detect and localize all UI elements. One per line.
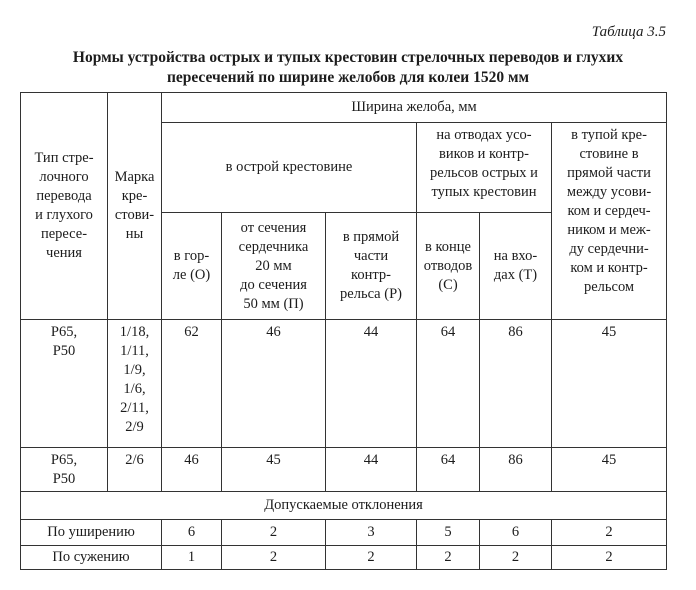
- header-section-text-line: 20 мм: [255, 257, 292, 274]
- header-branches-text-line: тупых крестовин: [431, 184, 537, 200]
- header-straight-text-line: контр-: [351, 267, 391, 283]
- header-blunt-text-line: прямой части: [567, 165, 651, 181]
- deviations-title-cell: [21, 492, 667, 520]
- row2-marks-text: [110, 451, 159, 470]
- header-blunt-cell: [552, 123, 667, 320]
- row1-throat-value: 62: [162, 320, 222, 448]
- row1-marks-cell: [108, 320, 162, 448]
- header-section-text: [224, 219, 323, 314]
- header-entry-cell: [480, 213, 552, 320]
- header-end-text-line: в конце: [425, 238, 471, 255]
- widening-value-1: 6: [162, 520, 222, 546]
- header-throat-cell: [162, 213, 222, 320]
- widening-value-2: 2: [222, 520, 326, 546]
- widening-label: По уширению: [21, 520, 162, 546]
- header-straight-text-line: в прямой: [342, 229, 400, 245]
- header-type-text-line: Тип стре-: [34, 150, 94, 166]
- row1-marks-text-line: 1/11,: [120, 343, 149, 359]
- table-row: [21, 546, 667, 570]
- header-branches-text-line: на отводах усо-: [436, 127, 532, 143]
- header-section-cell: [222, 213, 326, 320]
- row2-throat-value: 46: [162, 448, 222, 492]
- header-blunt-text-line: стовине в: [579, 146, 639, 162]
- header-type-text-line: пересе-: [40, 226, 88, 242]
- header-throat-text: [164, 247, 219, 285]
- narrowing-value-6: 2: [552, 546, 667, 570]
- header-type-text-line: чения: [46, 245, 82, 261]
- table-row: [21, 520, 667, 546]
- row1-marks-text-line: 2/11,: [120, 400, 149, 416]
- title-line-2: пересечений по ширине желобов для колеи 1520 мм: [166, 69, 530, 86]
- header-blunt-text-line: ком и контр-: [570, 260, 648, 276]
- header-mark-cell: [108, 93, 162, 320]
- row2-type-text: [23, 451, 105, 489]
- header-entry-text-line: дах (Т): [493, 267, 538, 283]
- header-blunt-text-line: ду сердечни-: [569, 241, 649, 257]
- header-branches-text: [419, 126, 549, 202]
- deviations-title: Допускаемые отклонения: [264, 497, 423, 513]
- row2-marks-cell: [108, 448, 162, 492]
- row1-marks-text-line: 2/9: [125, 419, 144, 435]
- narrowing-value-3: 2: [326, 546, 417, 570]
- header-throat-text-line: ле (О): [172, 267, 211, 283]
- header-mark-text: [110, 168, 159, 244]
- row2-type-text-line: Р65,: [50, 452, 78, 468]
- row2-straight-value: 44: [326, 448, 417, 492]
- header-width-text: Ширина желоба, мм: [351, 99, 477, 115]
- header-mark-text-line: Марка: [114, 169, 155, 185]
- header-branches-cell: [417, 123, 552, 213]
- row1-entry-value: 86: [480, 320, 552, 448]
- row1-straight-value: 44: [326, 320, 417, 448]
- header-branches-text-line: рельсов острых и: [430, 165, 538, 181]
- header-type-text-line: и глухого: [35, 207, 93, 223]
- narrowing-value-4: 2: [417, 546, 480, 570]
- widening-value-6: 2: [552, 520, 667, 546]
- header-width-cell: [162, 93, 667, 123]
- narrowing-value-5: 2: [480, 546, 552, 570]
- row2-blunt-value: 45: [552, 448, 667, 492]
- header-type-text-line: лочного: [39, 169, 89, 185]
- header-end-cell: [417, 213, 480, 320]
- row2-type-cell: [21, 448, 108, 492]
- header-end-text: [419, 238, 477, 295]
- header-end-text-line: отводов: [423, 257, 473, 274]
- widening-value-3: 3: [326, 520, 417, 546]
- row1-marks-text-line: 1/9,: [123, 362, 146, 378]
- header-type-text-line: перевода: [36, 188, 92, 204]
- header-straight-text-line: рельса (Р): [340, 286, 402, 302]
- header-blunt-text-line: ником и меж-: [567, 222, 651, 238]
- widening-value-4: 5: [417, 520, 480, 546]
- row1-end-value: 64: [417, 320, 480, 448]
- table-row: [21, 320, 667, 448]
- row1-blunt-value: 45: [552, 320, 667, 448]
- row1-type-text-line: Р65,: [50, 324, 78, 340]
- header-blunt-text-line: между усови-: [566, 184, 652, 200]
- header-sharp-cell: [162, 123, 417, 213]
- header-entry-text-line: на вхо-: [493, 248, 538, 264]
- header-section-text-line: от сечения: [240, 219, 307, 236]
- header-mark-text-line: ны: [125, 226, 144, 242]
- header-type-text: [23, 149, 105, 263]
- row2-marks-text-line: 2/6: [125, 452, 144, 468]
- header-branches-text-line: виков и контр-: [439, 146, 529, 162]
- row1-type-cell: [21, 320, 108, 448]
- header-section-text-line: до сечения: [240, 276, 307, 293]
- norms-table: [20, 92, 667, 570]
- row2-end-value: 64: [417, 448, 480, 492]
- row2-type-text-line: Р50: [52, 471, 76, 487]
- header-blunt-text-line: ком и сердеч-: [567, 203, 651, 219]
- header-mark-text-line: стови-: [114, 207, 155, 223]
- narrowing-label: По сужению: [21, 546, 162, 570]
- narrowing-value-2: 2: [222, 546, 326, 570]
- header-throat-text-line: в гор-: [173, 248, 210, 264]
- row1-marks-text-line: 1/6,: [123, 381, 146, 397]
- header-sharp-text: в острой крестовине: [225, 159, 353, 175]
- header-section-text-line: 50 мм (П): [243, 295, 304, 312]
- header-type-cell: [21, 93, 108, 320]
- header-straight-text: [328, 228, 414, 304]
- row1-type-text-line: Р50: [52, 343, 76, 359]
- header-entry-text: [482, 247, 549, 285]
- table-caption: Таблица 3.5: [591, 24, 666, 40]
- row2-section-value: 45: [222, 448, 326, 492]
- row1-type-text: [23, 323, 105, 361]
- header-straight-cell: [326, 213, 417, 320]
- row1-marks-text-line: 1/18,: [119, 324, 150, 340]
- header-blunt-text-line: в тупой кре-: [571, 127, 647, 143]
- title-line-1: Нормы устройства острых и тупых крестовин стрелочных переводов и глухих: [72, 49, 624, 66]
- table-title: [0, 48, 696, 88]
- header-end-text-line: (С): [438, 276, 458, 293]
- widening-value-5: 6: [480, 520, 552, 546]
- header-blunt-text-line: рельсом: [583, 279, 635, 295]
- header-straight-text-line: части: [353, 248, 389, 264]
- table-row: [21, 448, 667, 492]
- header-mark-text-line: кре-: [121, 188, 148, 204]
- header-section-text-line: сердечника: [238, 238, 309, 255]
- header-blunt-text: [554, 126, 664, 297]
- row1-marks-text: [110, 323, 159, 437]
- narrowing-value-1: 1: [162, 546, 222, 570]
- row2-entry-value: 86: [480, 448, 552, 492]
- row1-section-value: 46: [222, 320, 326, 448]
